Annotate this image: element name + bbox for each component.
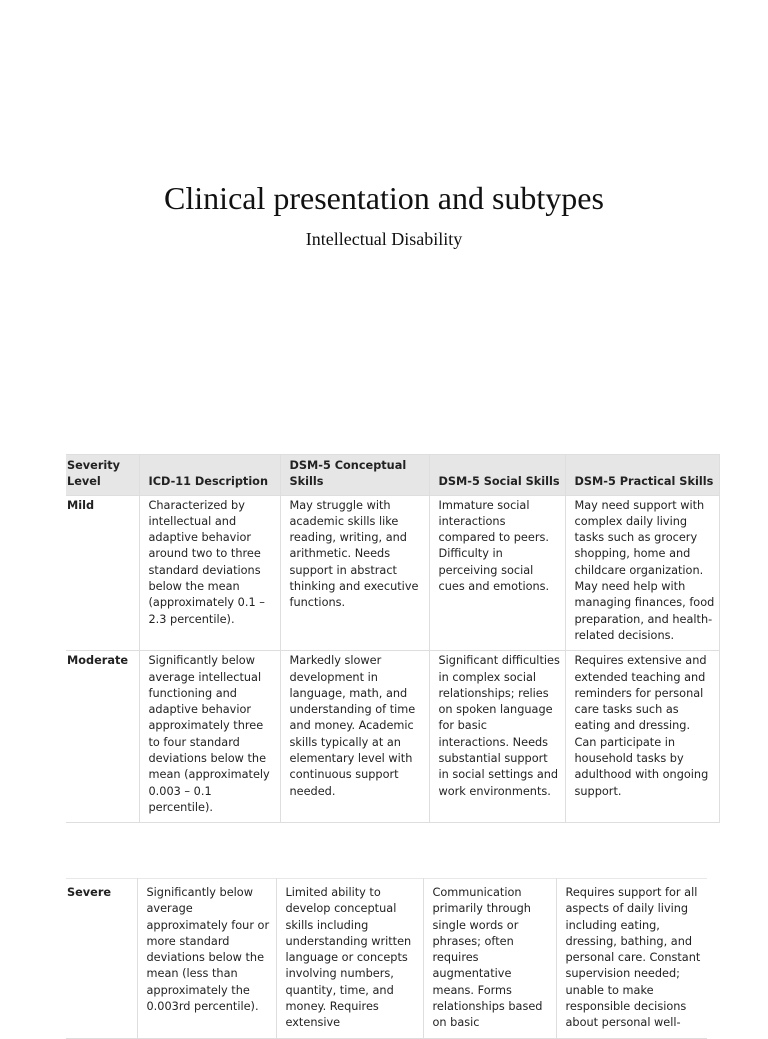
practical-cell: May need support with complex daily living tasks such as grocery shopping, home and childcare organization. May need help with managing finances, food preparation, and health-related decisions. (565, 495, 719, 651)
table-row (66, 651, 719, 823)
conceptual-cell: Markedly slower development in language, math, and understanding of time and money. Academic skills typically at an elementary level with continuous support needed. (280, 651, 429, 823)
conceptual-cell: May struggle with academic skills like reading, writing, and arithmetic. Needs support in abstract thinking and executive functions. (280, 495, 429, 651)
header-dsm5-conceptual: DSM-5 Conceptual Skills (280, 455, 429, 496)
severity-level-cell: Mild (66, 495, 139, 651)
severity-table-continued (66, 878, 707, 1039)
social-cell: Significant difficulties in complex social relationships; relies on spoken language for basic interactions. Needs substantial support in social settings and work environments. (429, 651, 565, 823)
practical-cell: Requires support for all aspects of daily living including eating, dressing, bathing, and personal care. Constant supervision needed; unable to make responsible decisions about personal well- (556, 879, 707, 1039)
header-dsm5-practical: DSM-5 Practical Skills (565, 455, 719, 496)
icd11-cell: Significantly below average approximately four or more standard deviations below the mean (less than approximately the 0.003rd percentile). (137, 879, 276, 1039)
table-header-row (66, 455, 719, 496)
severity-level-cell: Moderate (66, 651, 139, 823)
social-cell: Immature social interactions compared to peers. Difficulty in perceiving social cues and emotions. (429, 495, 565, 651)
page-title: Clinical presentation and subtypes (164, 180, 604, 216)
icd11-cell: Characterized by intellectual and adaptive behavior around two to three standard deviations below the mean (approximately 0.1 – 2.3 percentile). (139, 495, 280, 651)
severity-level-cell: Severe (66, 879, 137, 1039)
table-row (66, 495, 719, 651)
page-subtitle: Intellectual Disability (305, 229, 463, 249)
practical-cell: Requires extensive and extended teaching and reminders for personal care tasks such as eating and dressing. Can participate in household tasks by adulthood with ongoing support. (565, 651, 719, 823)
table-row (66, 879, 707, 1039)
header-severity-level: Severity Level (66, 455, 139, 496)
severity-table (66, 454, 720, 823)
social-cell: Communication primarily through single words or phrases; often requires augmentative means. Forms relationships based on basic (423, 879, 556, 1039)
header-dsm5-social: DSM-5 Social Skills (429, 455, 565, 496)
icd11-cell: Significantly below average intellectual functioning and adaptive behavior approximately three to four standard deviations below the mean (approximately 0.003 – 0.1 percentile). (139, 651, 280, 823)
conceptual-cell: Limited ability to develop conceptual skills including understanding written language or concepts involving numbers, quantity, time, and money. Requires extensive (276, 879, 423, 1039)
header-icd11-description: ICD-11 Description (139, 455, 280, 496)
